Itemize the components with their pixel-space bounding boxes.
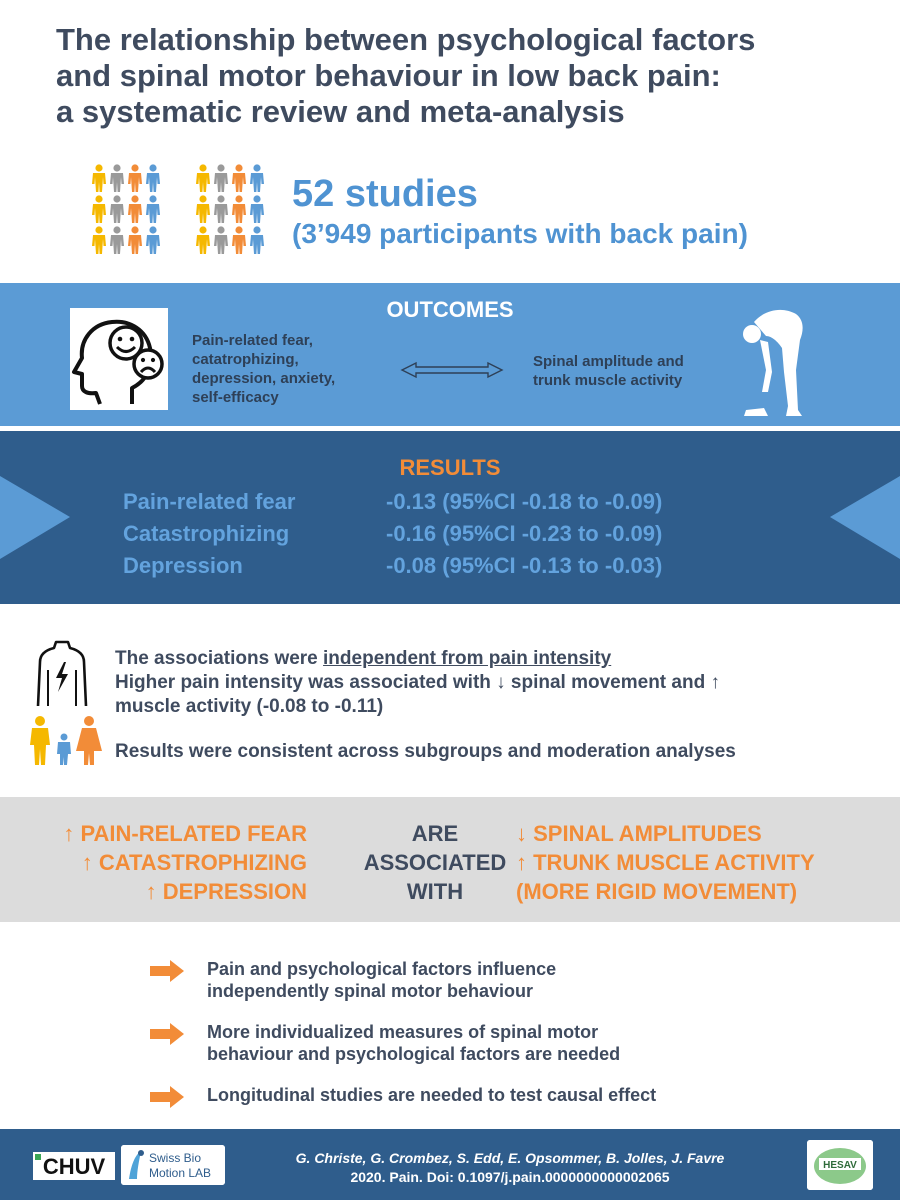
swiss-logo-line-2: Motion LAB bbox=[149, 1166, 212, 1180]
results-heading: RESULTS bbox=[399, 455, 501, 480]
hesav-logo bbox=[807, 1140, 873, 1190]
conclusion-line: independently spinal motor behaviour bbox=[207, 981, 534, 1001]
association-factor: ↑ PAIN-RELATED FEAR bbox=[63, 821, 307, 846]
consistency-statement: Results were consistent across subgroups and moderation analyses bbox=[115, 741, 736, 762]
conclusion-text bbox=[207, 1084, 827, 1106]
conclusion-line: More individualized measures of spinal motor bbox=[207, 1022, 599, 1042]
citation-authors: G. Christe, G. Crombez, S. Edd, E. Opsommer, B. Jolles, J. Favre bbox=[295, 1150, 725, 1166]
independence-prefix: The associations were bbox=[115, 648, 324, 669]
pain-intensity-text bbox=[115, 647, 885, 719]
association-outcome: (MORE RIGID MOVEMENT) bbox=[516, 879, 798, 904]
outcomes-heading: OUTCOMES bbox=[386, 297, 514, 322]
family-icon bbox=[28, 715, 103, 767]
result-row bbox=[0, 521, 900, 553]
connector-word: ASSOCIATED bbox=[363, 850, 507, 875]
conclusion-line: Pain and psychological factors influence bbox=[207, 959, 557, 979]
arrow-right-icon bbox=[150, 1023, 184, 1045]
association-connector bbox=[360, 819, 510, 906]
association-factors bbox=[10, 819, 307, 906]
conclusion-line: behaviour and psychological factors are needed bbox=[207, 1044, 621, 1064]
independence-statement bbox=[115, 647, 885, 671]
conclusion-item bbox=[150, 1084, 850, 1110]
arrow-right-icon bbox=[150, 960, 184, 982]
arrow-right-icon bbox=[150, 1086, 184, 1108]
forward-bending-person-icon bbox=[738, 300, 808, 418]
conclusion-item bbox=[150, 958, 850, 1004]
head-emotions-icon-box bbox=[70, 308, 168, 410]
chuv-logo-text: CHUV bbox=[42, 1154, 106, 1179]
swiss-biomotion-logo-graphic bbox=[121, 1145, 225, 1185]
result-row bbox=[0, 553, 900, 585]
people-group-left bbox=[92, 164, 160, 254]
motor-outcome-line: trunk muscle activity bbox=[533, 372, 683, 389]
swiss-logo-line-1: Swiss Bio bbox=[149, 1151, 202, 1165]
swiss-biomotion-lab-logo bbox=[121, 1145, 225, 1185]
result-value: -0.16 (95%CI -0.23 to -0.09) bbox=[386, 521, 663, 546]
poster-title bbox=[56, 22, 876, 130]
result-row bbox=[0, 489, 900, 521]
chuv-logo-graphic bbox=[33, 1152, 115, 1180]
connector-word: ARE bbox=[411, 821, 459, 846]
result-label: Pain-related fear bbox=[123, 489, 296, 514]
connector-word: WITH bbox=[406, 879, 464, 904]
participants-count: (3’949 participants with back pain) bbox=[292, 218, 748, 249]
back-pain-torso-icon bbox=[34, 640, 90, 708]
chuv-logo bbox=[33, 1152, 115, 1180]
people-group-right bbox=[196, 164, 264, 254]
independence-underlined: independent from pain intensity bbox=[323, 648, 612, 669]
conclusion-text bbox=[207, 958, 827, 1002]
citation bbox=[230, 1149, 790, 1187]
psych-factor-line: depression, anxiety, bbox=[192, 370, 336, 387]
title-line-3: a systematic review and meta-analysis bbox=[56, 94, 625, 129]
conclusion-line: Longitudinal studies are needed to test causal effect bbox=[207, 1085, 657, 1105]
conclusion-text bbox=[207, 1021, 827, 1065]
studies-count: 52 studies bbox=[292, 173, 478, 215]
pain-intensity-line: muscle activity (-0.08 to -0.11) bbox=[115, 696, 384, 717]
result-value: -0.08 (95%CI -0.13 to -0.03) bbox=[386, 553, 663, 578]
association-outcome: ↓ SPINAL AMPLITUDES bbox=[516, 821, 762, 846]
psychological-factors-list bbox=[192, 331, 367, 407]
participants-people-icon bbox=[88, 160, 278, 255]
motor-outcome-line: Spinal amplitude and bbox=[533, 353, 684, 370]
association-factor: ↑ CATASTROPHIZING bbox=[81, 850, 307, 875]
psych-factor-line: self-efficacy bbox=[192, 389, 279, 406]
psych-factor-line: Pain-related fear, bbox=[192, 332, 313, 349]
result-value: -0.13 (95%CI -0.18 to -0.09) bbox=[386, 489, 663, 514]
association-factor: ↑ DEPRESSION bbox=[145, 879, 307, 904]
result-label: Depression bbox=[123, 553, 243, 578]
double-arrow-icon bbox=[400, 361, 504, 379]
psych-factor-line: catatrophizing, bbox=[192, 351, 299, 368]
citation-reference: 2020. Pain. Doi: 0.1097/j.pain.0000000000002065 bbox=[350, 1169, 670, 1185]
association-outcomes bbox=[516, 819, 896, 906]
hesav-logo-text: HESAV bbox=[823, 1160, 857, 1171]
pain-intensity-line: Higher pain intensity was associated with ↓ spinal movement and ↑ bbox=[115, 672, 720, 693]
result-label: Catastrophizing bbox=[123, 521, 290, 546]
head-emotions-icon bbox=[70, 308, 168, 410]
title-line-1: The relationship between psychological factors bbox=[56, 22, 756, 57]
hesav-logo-graphic bbox=[807, 1140, 873, 1190]
title-line-2: and spinal motor behaviour in low back pain: bbox=[56, 58, 721, 93]
conclusion-item bbox=[150, 1021, 850, 1067]
motor-outcomes-list bbox=[533, 352, 743, 390]
association-outcome: ↑ TRUNK MUSCLE ACTIVITY bbox=[516, 850, 815, 875]
